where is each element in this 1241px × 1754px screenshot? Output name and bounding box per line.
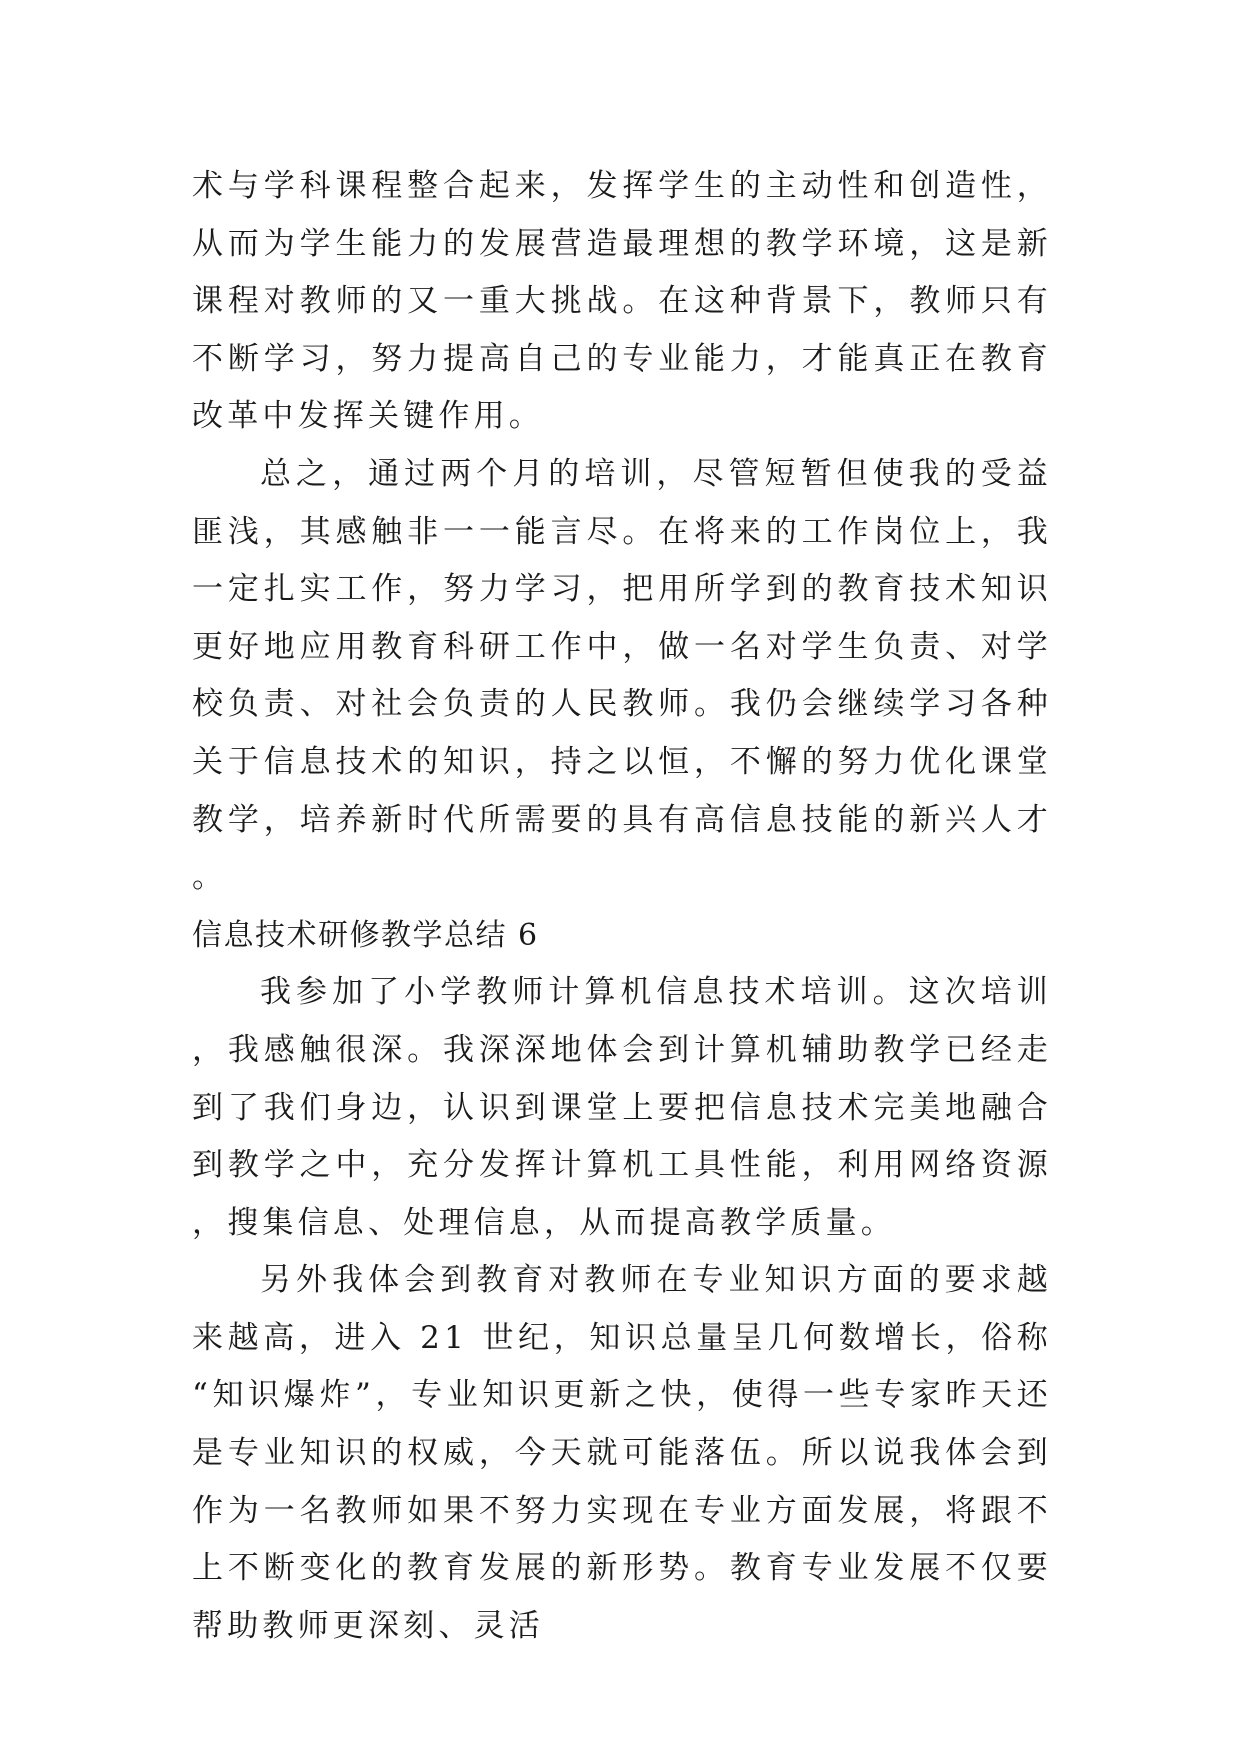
paragraph-training-conclusion: 总之，通过两个月的培训，尽管短暂但使我的受益匪浅，其感触非一一能言尽。在将来的工作岗位上，我一定扎实工作，努力学习，把用所学到的教育技术知识更好地应用教育科研工作中，做一名对学生负责、对学校负责、对社会负责的人民教师。我仍会继续学习各种关于信息技术的知识，持之以恒，不懈的努力优化课堂教学，培养新时代所需要的具有高信息技能的新兴人才。 xyxy=(192,455,1052,896)
paragraph-professional-knowledge: 另外我体会到教育对教师在专业知识方面的要求越来越高，进入 21 世纪，知识总量呈几何数增长，俗称“知识爆炸”，专业知识更新之快，使得一些专家昨天还是专业知识的权威，今天就可能落伍。所以说我体会到作为一名教师如果不努力实现在专业方面发展，将跟不上不断变化的教育发展的新形势。教育专业发展不仅要帮助教师更深刻、灵活 xyxy=(192,1262,1052,1644)
paragraph-integration-challenge: 术与学科课程整合起来，发挥学生的主动性和创造性，从而为学生能力的发展营造最理想的教学环境，这是新课程对教师的又一重大挑战。在这种背景下，教师只有不断学习，努力提高自己的专业能力，才能真正在教育改革中发挥关键作用。 xyxy=(192,168,1052,435)
paragraph-training-experience: 我参加了小学教师计算机信息技术培训。这次培训，我感触很深。我深深地体会到计算机辅助教学已经走到了我们身边，认识到课堂上要把信息技术完美地融合到教学之中，充分发挥计算机工具性能，利用网络资源，搜集信息、处理信息，从而提高教学质量。 xyxy=(192,974,1052,1241)
document-body xyxy=(192,158,1052,1655)
section-title: 信息技术研修教学总结 6 xyxy=(192,917,539,953)
